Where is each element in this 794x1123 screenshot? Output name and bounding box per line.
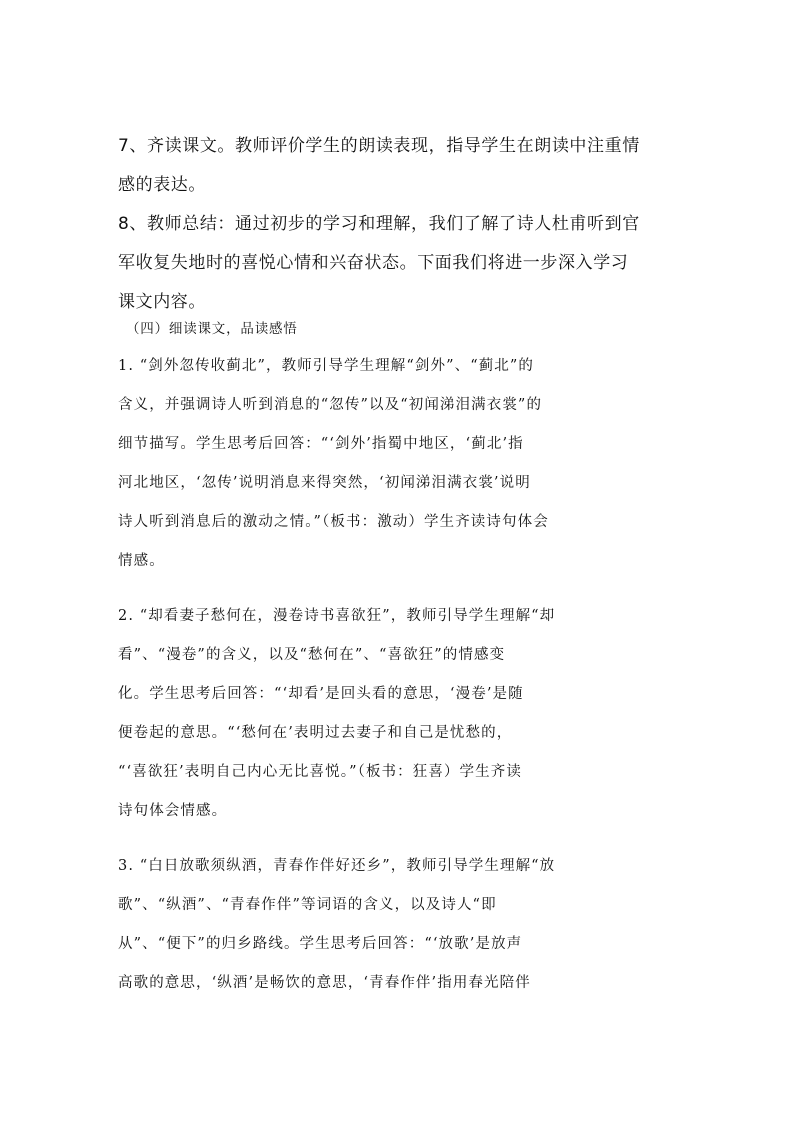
section-heading: （四）细读课文，品读感悟 — [126, 321, 298, 337]
list-item-2: 2. “却看妻子愁何在，漫卷诗书喜欲狂”，教师引导学生理解“却 看”、“漫卷”的含义，以及“愁何在”、“喜欲狂”的情感变 化。学生思考后回答：“‘却看’是回头看的意思，‘漫卷’是随 便卷起的意思。“‘愁何在’表明过去妻子和自己是忧愁的， “‘喜欲狂’表明自己内心无比喜悦。”（板书：狂喜）学生齐读 诗句体会情感。 — [118, 608, 556, 819]
list-item-3: 3. “白日放歌须纵酒，青春作伴好还乡”，教师引导学生理解“放 歌”、“纵酒”、“青春作伴”等词语的含义，以及诗人“即 从”、“便下”的归乡路线。学生思考后回答：“‘放歌’是放声 高歌的意思，‘纵酒’是畅饮的意思，‘青春作伴’指用春光陪伴 — [118, 858, 556, 991]
paragraph-7: 7、齐读课文。教师评价学生的朗读表现，指导学生在朗读中注重情 感的表达。 — [118, 136, 640, 195]
list-item-1: 1. “剑外忽传收蓟北”，教师引导学生理解“剑外”、“蓟北”的 含义，并强调诗人听到消息的“忽传”以及“初闻涕泪满衣裳”的 细节描写。学生思考后回答：“‘剑外’指蜀中地区，‘蓟北’指 河北地区，‘忽传’说明消息来得突然，‘初闻涕泪满衣裳’说明 诗人听到消息后的激动之情。”（板书：激动）学生齐读诗句体会 情感。 — [118, 358, 549, 569]
paragraph-8: 8、教师总结：通过初步的学习和理解，我们了解了诗人杜甫听到官 军收复失地时的喜悦心情和兴奋状态。下面我们将进一步深入学习 课文内容。 — [118, 214, 640, 312]
